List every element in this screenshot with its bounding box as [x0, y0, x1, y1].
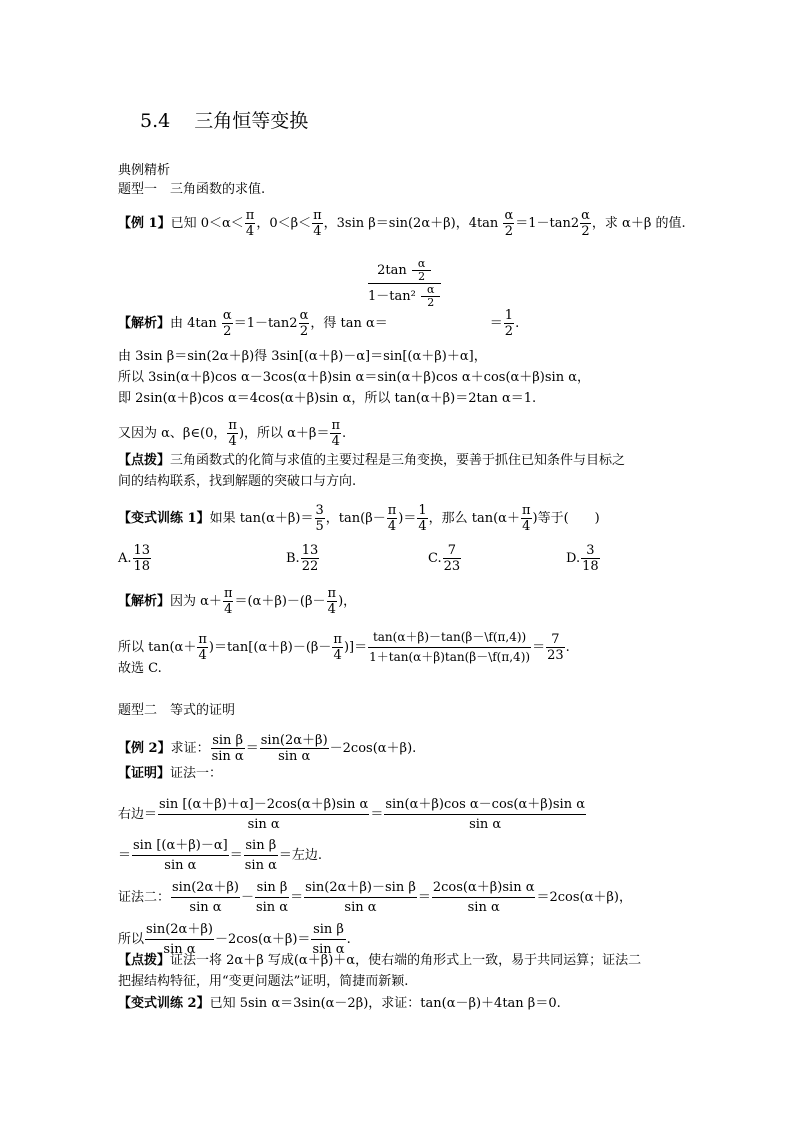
option-d[interactable]: D. $\frac{3}{18}$ — [566, 543, 599, 574]
heading-type-2: 题型二 等式的证明 — [118, 703, 236, 718]
proof-1-line-1: 右边＝ $\frac{\text{sin [(α＋β)＋α]－2cos(α＋β)sin α}}{\text{sin α}}$ ＝ $\frac{\text{sin(α＋β)cos α－cos(α＋β)sin α}}{\text{sin α}}$ — [118, 797, 585, 832]
solution-1-line-5: 又因为 α、β∈(0， $\frac{\pi}{4}$ )，所以 α＋β＝ $\frac{\pi}{4}$ . — [118, 418, 347, 449]
option-c[interactable]: C. $\frac{7}{23}$ — [428, 543, 461, 574]
example-2: 【例 2】求证： $\frac{\text{sin β}}{\text{sin α}}$ ＝ $\frac{\sin(2\alpha+\beta)}{\text{sin α}}$ －2cos(α＋β). — [118, 733, 417, 764]
tan-alpha-fraction: 2tan $\frac{\alpha}{2}$ 1－tan² $\frac{\alpha}{2}$ — [368, 258, 441, 309]
hint-2-line-1: 【点拨】证法一将 2α＋β 写成(α＋β)＋α，使右端的角形式上一致，易于共同运算；证法二 — [118, 953, 642, 968]
variant-2: 【变式训练 2】已知 5sin α＝3sin(α－2β)，求证：tan(α－β)＋4tan β＝0. — [118, 996, 561, 1011]
solution-variant-1-line-1: 【解析】因为 α＋ $\frac{\pi}{4}$ ＝(α＋β)－(β－ $\frac{\pi}{4}$ )， — [118, 586, 357, 617]
heading-examples: 典例精析 — [118, 163, 171, 178]
hint-1-line-1: 【点拨】三角函数式的化简与求值的主要过程是三角变换，要善于抓住已知条件与目标之 — [118, 453, 626, 468]
proof-2-line-1: 证法二： $\frac{\sin(2\alpha+\beta)}{\text{sin α}}$ － $\frac{\text{sin β}}{\text{sin α}}$ ＝ $\frac{\text{sin(2α＋β)－sin β}}{\text{sin α}}$ ＝ $\frac{\text{2cos(α＋β)sin α}}{\text{sin α}}$ ＝2cos(α＋β)， — [118, 880, 632, 915]
section-number: 5.4 — [140, 110, 171, 132]
solution-1-line-3: 所以 3sin(α＋β)cos α－3cos(α＋β)sin α＝sin(α＋β)cos α＋cos(α＋β)sin α， — [118, 370, 590, 385]
proof-1-line-2: ＝ $\frac{\sin [(\alpha+\beta)-\alpha]}{\text{sin α}}$ ＝ $\frac{\text{sin β}}{\text{sin α}}$ ＝左边. — [118, 838, 322, 873]
proof-start: 【证明】证法一： — [118, 766, 223, 781]
heading-type-1: 题型一 三角函数的求值. — [118, 182, 266, 197]
solution-variant-1-line-2: 所以 tan(α＋ $\frac{\pi}{4}$ )＝tan[(α＋β)－(β－ $\frac{\pi}{4}$ )]＝ $\frac{\tan(\alpha+\beta)-\tan(\beta-\backslash f(\pi,4))}{1+\tan(\alpha+\beta)\tan(\beta-\backslash f(\pi,4))}$ ＝ $\frac{7}{23}$ . — [118, 630, 570, 664]
solution-variant-1-line-3: 故选 C. — [118, 661, 162, 676]
variant-1: 【变式训练 1】如果 tan(α＋β)＝ $\frac{3}{5}$ ，tan(β－ $\frac{\pi}{4}$ )＝ $\frac{1}{4}$ ，那么 tan(α＋ $\frac{\pi}{4}$ )等于( ) — [118, 503, 600, 534]
proof-2-line-2: 所以 $\frac{\sin(2\alpha+\beta)}{\text{sin α}}$ －2cos(α＋β)＝ $\frac{\text{sin β}}{\text{sin α}}$ . — [118, 922, 351, 957]
solution-1-line-2: 由 3sin β＝sin(2α＋β)得 3sin[(α＋β)－α]＝sin[(α＋β)＋α]， — [118, 349, 487, 364]
page-title — [140, 106, 308, 133]
hint-1-line-2: 间的结构联系，找到解题的突破口与方向. — [118, 474, 357, 489]
solution-1-line-4: 即 2sin(α＋β)cos α＝4cos(α＋β)sin α，所以 tan(α＋β)＝2tan α＝1. — [118, 391, 537, 406]
solution-1-line-1: 【解析】由 4tan $\frac{\alpha}{2}$ ＝1－tan2 $\frac{\alpha}{2}$ ，得 tan α＝ ＝ $\frac{1}{2}$ . — [118, 308, 520, 339]
example-1: 【例 1】已知 0＜α＜ $\frac{\pi}{4}$ ，0＜β＜ $\frac{\pi}{4}$ ，3sin β＝sin(2α＋β)，4tan $\frac{\alpha}{2}$ ＝1－tan2 $\frac{\alpha}{2}$ ，求 α＋β 的值. — [118, 208, 686, 239]
option-b[interactable]: B. $\frac{13}{22}$ — [286, 543, 319, 574]
hint-2-line-2: 把握结构特征，用“变更问题法”证明，简捷而新颖. — [118, 974, 409, 989]
section-title: 三角恒等变换 — [194, 110, 309, 132]
option-a[interactable]: A. $\frac{13}{18}$ — [118, 543, 151, 574]
